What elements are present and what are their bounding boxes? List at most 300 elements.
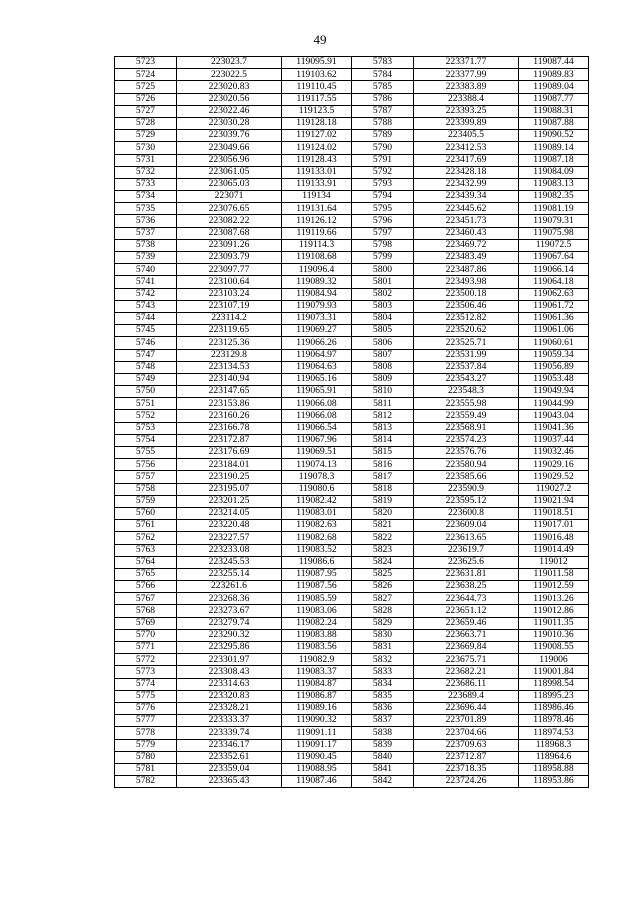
y-coordinate-left-cell: 119127.02 — [282, 130, 352, 142]
y-coordinate-left-cell: 119088.95 — [282, 763, 352, 775]
x-coordinate-right-cell: 223469.72 — [414, 239, 519, 251]
point-number-right-cell: 5831 — [352, 642, 414, 654]
point-number-right-cell: 5834 — [352, 678, 414, 690]
point-number-left-cell: 5763 — [115, 544, 177, 556]
x-coordinate-right-cell: 223537.84 — [414, 361, 519, 373]
table-row — [115, 69, 589, 81]
y-coordinate-left-cell: 119074.13 — [282, 459, 352, 471]
y-coordinate-right-cell: 119018.51 — [519, 507, 589, 519]
y-coordinate-right-cell: 119087.44 — [519, 57, 589, 69]
x-coordinate-right-cell: 223388.4 — [414, 93, 519, 105]
table-row — [115, 471, 589, 483]
y-coordinate-right-cell: 119087.18 — [519, 154, 589, 166]
y-coordinate-left-cell: 119069.27 — [282, 325, 352, 337]
x-coordinate-right-cell: 223638.25 — [414, 581, 519, 593]
point-number-left-cell: 5779 — [115, 739, 177, 751]
x-coordinate-left-cell: 223097.77 — [177, 264, 282, 276]
point-number-right-cell: 5802 — [352, 288, 414, 300]
x-coordinate-left-cell: 223314.63 — [177, 678, 282, 690]
point-number-right-cell: 5811 — [352, 398, 414, 410]
table-row — [115, 252, 589, 264]
x-coordinate-right-cell: 223439.34 — [414, 191, 519, 203]
point-number-left-cell: 5753 — [115, 422, 177, 434]
point-number-left-cell: 5782 — [115, 776, 177, 788]
point-number-left-cell: 5756 — [115, 459, 177, 471]
y-coordinate-right-cell: 119067.64 — [519, 252, 589, 264]
point-number-left-cell: 5732 — [115, 166, 177, 178]
y-coordinate-right-cell: 119016.48 — [519, 532, 589, 544]
table-row — [115, 666, 589, 678]
y-coordinate-right-cell: 119089.04 — [519, 81, 589, 93]
y-coordinate-right-cell: 119008.55 — [519, 642, 589, 654]
point-number-left-cell: 5725 — [115, 81, 177, 93]
y-coordinate-left-cell: 119114.3 — [282, 239, 352, 251]
point-number-left-cell: 5762 — [115, 532, 177, 544]
point-number-left-cell: 5759 — [115, 495, 177, 507]
x-coordinate-left-cell: 223125.36 — [177, 337, 282, 349]
point-number-left-cell: 5768 — [115, 605, 177, 617]
table-row — [115, 642, 589, 654]
table-row — [115, 434, 589, 446]
y-coordinate-left-cell: 119080.6 — [282, 483, 352, 495]
y-coordinate-left-cell: 119082.42 — [282, 495, 352, 507]
x-coordinate-left-cell: 223184.01 — [177, 459, 282, 471]
x-coordinate-right-cell: 223555.98 — [414, 398, 519, 410]
point-number-left-cell: 5769 — [115, 617, 177, 629]
x-coordinate-left-cell: 223255.14 — [177, 568, 282, 580]
y-coordinate-right-cell: 119053.48 — [519, 373, 589, 385]
x-coordinate-left-cell: 223071 — [177, 191, 282, 203]
x-coordinate-right-cell: 223559.49 — [414, 410, 519, 422]
x-coordinate-right-cell: 223417.69 — [414, 154, 519, 166]
y-coordinate-left-cell: 119082.9 — [282, 654, 352, 666]
x-coordinate-right-cell: 223682.21 — [414, 666, 519, 678]
y-coordinate-right-cell: 119027.2 — [519, 483, 589, 495]
x-coordinate-right-cell: 223487.86 — [414, 264, 519, 276]
table-row — [115, 398, 589, 410]
table-row — [115, 105, 589, 117]
y-coordinate-right-cell: 119088.31 — [519, 105, 589, 117]
y-coordinate-left-cell: 119083.37 — [282, 666, 352, 678]
point-number-left-cell: 5780 — [115, 751, 177, 763]
point-number-right-cell: 5801 — [352, 276, 414, 288]
y-coordinate-left-cell: 119079.93 — [282, 300, 352, 312]
point-number-right-cell: 5839 — [352, 739, 414, 751]
x-coordinate-right-cell: 223405.5 — [414, 130, 519, 142]
x-coordinate-right-cell: 223625.6 — [414, 556, 519, 568]
y-coordinate-left-cell: 119131.64 — [282, 203, 352, 215]
point-number-left-cell: 5746 — [115, 337, 177, 349]
x-coordinate-left-cell: 223114.2 — [177, 312, 282, 324]
y-coordinate-left-cell: 119084.94 — [282, 288, 352, 300]
x-coordinate-right-cell: 223585.66 — [414, 471, 519, 483]
y-coordinate-right-cell: 119056.89 — [519, 361, 589, 373]
x-coordinate-right-cell: 223506.46 — [414, 300, 519, 312]
y-coordinate-right-cell: 119043.04 — [519, 410, 589, 422]
point-number-left-cell: 5733 — [115, 178, 177, 190]
table-row — [115, 57, 589, 69]
y-coordinate-left-cell: 119091.17 — [282, 739, 352, 751]
table-row — [115, 605, 589, 617]
x-coordinate-right-cell: 223483.49 — [414, 252, 519, 264]
point-number-right-cell: 5841 — [352, 763, 414, 775]
x-coordinate-right-cell: 223651.12 — [414, 605, 519, 617]
x-coordinate-right-cell: 223493.98 — [414, 276, 519, 288]
table-row — [115, 154, 589, 166]
table-row — [115, 410, 589, 422]
x-coordinate-right-cell: 223377.99 — [414, 69, 519, 81]
table-row — [115, 227, 589, 239]
y-coordinate-right-cell: 119061.72 — [519, 300, 589, 312]
x-coordinate-left-cell: 223082.22 — [177, 215, 282, 227]
point-number-left-cell: 5757 — [115, 471, 177, 483]
y-coordinate-left-cell: 119108.68 — [282, 252, 352, 264]
y-coordinate-left-cell: 119083.06 — [282, 605, 352, 617]
x-coordinate-right-cell: 223531.99 — [414, 349, 519, 361]
point-number-right-cell: 5838 — [352, 727, 414, 739]
point-number-right-cell: 5830 — [352, 629, 414, 641]
point-number-left-cell: 5776 — [115, 702, 177, 714]
y-coordinate-right-cell: 119090.52 — [519, 130, 589, 142]
y-coordinate-right-cell: 119021.94 — [519, 495, 589, 507]
x-coordinate-right-cell: 223704.66 — [414, 727, 519, 739]
y-coordinate-left-cell: 119069.51 — [282, 447, 352, 459]
table-row — [115, 422, 589, 434]
y-coordinate-right-cell: 119089.83 — [519, 69, 589, 81]
y-coordinate-right-cell: 119011.58 — [519, 568, 589, 580]
point-number-right-cell: 5814 — [352, 434, 414, 446]
y-coordinate-left-cell: 119119.66 — [282, 227, 352, 239]
table-row — [115, 300, 589, 312]
x-coordinate-left-cell: 223049.66 — [177, 142, 282, 154]
x-coordinate-right-cell: 223669.84 — [414, 642, 519, 654]
y-coordinate-right-cell: 118998.54 — [519, 678, 589, 690]
y-coordinate-right-cell: 119012.86 — [519, 605, 589, 617]
point-number-left-cell: 5754 — [115, 434, 177, 446]
point-number-left-cell: 5772 — [115, 654, 177, 666]
x-coordinate-right-cell: 223580.94 — [414, 459, 519, 471]
x-coordinate-left-cell: 223320.83 — [177, 690, 282, 702]
point-number-left-cell: 5749 — [115, 373, 177, 385]
y-coordinate-right-cell: 119013.26 — [519, 593, 589, 605]
y-coordinate-left-cell: 119082.63 — [282, 520, 352, 532]
point-number-left-cell: 5767 — [115, 593, 177, 605]
table-row — [115, 166, 589, 178]
x-coordinate-left-cell: 223190.25 — [177, 471, 282, 483]
table-row — [115, 568, 589, 580]
x-coordinate-left-cell: 223295.86 — [177, 642, 282, 654]
x-coordinate-left-cell: 223076.65 — [177, 203, 282, 215]
table-row — [115, 325, 589, 337]
y-coordinate-left-cell: 119087.95 — [282, 568, 352, 580]
table-row — [115, 276, 589, 288]
x-coordinate-left-cell: 223227.57 — [177, 532, 282, 544]
x-coordinate-left-cell: 223107.19 — [177, 300, 282, 312]
x-coordinate-left-cell: 223093.79 — [177, 252, 282, 264]
y-coordinate-left-cell: 119089.16 — [282, 702, 352, 714]
x-coordinate-right-cell: 223568.91 — [414, 422, 519, 434]
point-number-left-cell: 5734 — [115, 191, 177, 203]
x-coordinate-right-cell: 223460.43 — [414, 227, 519, 239]
x-coordinate-left-cell: 223087.68 — [177, 227, 282, 239]
y-coordinate-left-cell: 119110.45 — [282, 81, 352, 93]
y-coordinate-right-cell: 119084.09 — [519, 166, 589, 178]
point-number-left-cell: 5724 — [115, 69, 177, 81]
point-number-left-cell: 5729 — [115, 130, 177, 142]
x-coordinate-right-cell: 223709.63 — [414, 739, 519, 751]
y-coordinate-right-cell: 118978.46 — [519, 715, 589, 727]
x-coordinate-right-cell: 223371.77 — [414, 57, 519, 69]
x-coordinate-left-cell: 223261.6 — [177, 581, 282, 593]
x-coordinate-left-cell: 223023.7 — [177, 57, 282, 69]
x-coordinate-right-cell: 223412.53 — [414, 142, 519, 154]
y-coordinate-right-cell: 118964.6 — [519, 751, 589, 763]
x-coordinate-left-cell: 223290.32 — [177, 629, 282, 641]
x-coordinate-right-cell: 223576.76 — [414, 447, 519, 459]
point-number-right-cell: 5813 — [352, 422, 414, 434]
y-coordinate-right-cell: 119041.36 — [519, 422, 589, 434]
x-coordinate-left-cell: 223030.28 — [177, 117, 282, 129]
y-coordinate-left-cell: 119083.56 — [282, 642, 352, 654]
point-number-right-cell: 5816 — [352, 459, 414, 471]
table-row — [115, 142, 589, 154]
table-row — [115, 593, 589, 605]
x-coordinate-left-cell: 223153.86 — [177, 398, 282, 410]
y-coordinate-left-cell: 119073.31 — [282, 312, 352, 324]
y-coordinate-right-cell: 119012.59 — [519, 581, 589, 593]
y-coordinate-left-cell: 119086.87 — [282, 690, 352, 702]
x-coordinate-left-cell: 223172.87 — [177, 434, 282, 446]
y-coordinate-right-cell: 119072.5 — [519, 239, 589, 251]
x-coordinate-left-cell: 223091.26 — [177, 239, 282, 251]
point-number-right-cell: 5783 — [352, 57, 414, 69]
page-number: 49 — [313, 32, 327, 47]
y-coordinate-left-cell: 119085.59 — [282, 593, 352, 605]
point-number-right-cell: 5794 — [352, 191, 414, 203]
x-coordinate-left-cell: 223056.96 — [177, 154, 282, 166]
table-row — [115, 215, 589, 227]
x-coordinate-left-cell: 223352.61 — [177, 751, 282, 763]
point-number-right-cell: 5807 — [352, 349, 414, 361]
x-coordinate-left-cell: 223279.74 — [177, 617, 282, 629]
y-coordinate-right-cell: 119064.18 — [519, 276, 589, 288]
point-number-left-cell: 5740 — [115, 264, 177, 276]
y-coordinate-left-cell: 119066.26 — [282, 337, 352, 349]
point-number-right-cell: 5791 — [352, 154, 414, 166]
point-number-right-cell: 5785 — [352, 81, 414, 93]
table-row — [115, 532, 589, 544]
point-number-right-cell: 5790 — [352, 142, 414, 154]
table-row — [115, 520, 589, 532]
table-row — [115, 507, 589, 519]
point-number-left-cell: 5752 — [115, 410, 177, 422]
table-row — [115, 702, 589, 714]
y-coordinate-left-cell: 119096.4 — [282, 264, 352, 276]
x-coordinate-right-cell: 223595.12 — [414, 495, 519, 507]
x-coordinate-left-cell: 223147.65 — [177, 386, 282, 398]
x-coordinate-right-cell: 223451.73 — [414, 215, 519, 227]
table-row — [115, 654, 589, 666]
y-coordinate-right-cell: 118953.86 — [519, 776, 589, 788]
table-row — [115, 93, 589, 105]
y-coordinate-right-cell: 119044.99 — [519, 398, 589, 410]
point-number-left-cell: 5730 — [115, 142, 177, 154]
y-coordinate-left-cell: 119124.02 — [282, 142, 352, 154]
y-coordinate-left-cell: 119083.88 — [282, 629, 352, 641]
point-number-right-cell: 5800 — [352, 264, 414, 276]
y-coordinate-right-cell: 119011.35 — [519, 617, 589, 629]
x-coordinate-left-cell: 223061.05 — [177, 166, 282, 178]
x-coordinate-left-cell: 223301.97 — [177, 654, 282, 666]
point-number-left-cell: 5736 — [115, 215, 177, 227]
x-coordinate-left-cell: 223065.03 — [177, 178, 282, 190]
table-row — [115, 715, 589, 727]
point-number-right-cell: 5812 — [352, 410, 414, 422]
x-coordinate-right-cell: 223613.65 — [414, 532, 519, 544]
x-coordinate-right-cell: 223393.25 — [414, 105, 519, 117]
point-number-left-cell: 5770 — [115, 629, 177, 641]
table-row — [115, 727, 589, 739]
point-number-left-cell: 5743 — [115, 300, 177, 312]
point-number-right-cell: 5786 — [352, 93, 414, 105]
point-number-right-cell: 5787 — [352, 105, 414, 117]
table-row — [115, 556, 589, 568]
table-row — [115, 581, 589, 593]
y-coordinate-right-cell: 119029.52 — [519, 471, 589, 483]
y-coordinate-right-cell: 119032.46 — [519, 447, 589, 459]
y-coordinate-left-cell: 119090.45 — [282, 751, 352, 763]
y-coordinate-left-cell: 119090.32 — [282, 715, 352, 727]
table-row — [115, 751, 589, 763]
y-coordinate-right-cell: 119012 — [519, 556, 589, 568]
point-number-right-cell: 5789 — [352, 130, 414, 142]
y-coordinate-left-cell: 119133.01 — [282, 166, 352, 178]
y-coordinate-right-cell: 118986.46 — [519, 702, 589, 714]
y-coordinate-right-cell: 119006 — [519, 654, 589, 666]
x-coordinate-left-cell: 223129.8 — [177, 349, 282, 361]
point-number-right-cell: 5832 — [352, 654, 414, 666]
x-coordinate-left-cell: 223103.24 — [177, 288, 282, 300]
table-row — [115, 288, 589, 300]
table-row — [115, 312, 589, 324]
x-coordinate-left-cell: 223100.64 — [177, 276, 282, 288]
table-row — [115, 544, 589, 556]
point-number-left-cell: 5781 — [115, 763, 177, 775]
table-row — [115, 617, 589, 629]
x-coordinate-right-cell: 223701.89 — [414, 715, 519, 727]
point-number-right-cell: 5829 — [352, 617, 414, 629]
y-coordinate-left-cell: 119086.6 — [282, 556, 352, 568]
x-coordinate-right-cell: 223445.62 — [414, 203, 519, 215]
y-coordinate-right-cell: 119017.01 — [519, 520, 589, 532]
point-number-left-cell: 5755 — [115, 447, 177, 459]
point-number-right-cell: 5804 — [352, 312, 414, 324]
point-number-left-cell: 5748 — [115, 361, 177, 373]
x-coordinate-left-cell: 223359.04 — [177, 763, 282, 775]
point-number-left-cell: 5723 — [115, 57, 177, 69]
point-number-right-cell: 5824 — [352, 556, 414, 568]
y-coordinate-left-cell: 119087.56 — [282, 581, 352, 593]
table-row — [115, 776, 589, 788]
x-coordinate-right-cell: 223574.23 — [414, 434, 519, 446]
point-number-right-cell: 5796 — [352, 215, 414, 227]
y-coordinate-left-cell: 119134 — [282, 191, 352, 203]
x-coordinate-left-cell: 223214.05 — [177, 507, 282, 519]
x-coordinate-right-cell: 223525.71 — [414, 337, 519, 349]
y-coordinate-left-cell: 119084.87 — [282, 678, 352, 690]
point-number-left-cell: 5778 — [115, 727, 177, 739]
x-coordinate-left-cell: 223268.36 — [177, 593, 282, 605]
point-number-right-cell: 5798 — [352, 239, 414, 251]
table-row — [115, 483, 589, 495]
x-coordinate-left-cell: 223195.07 — [177, 483, 282, 495]
x-coordinate-left-cell: 223273.67 — [177, 605, 282, 617]
x-coordinate-left-cell: 223339.74 — [177, 727, 282, 739]
y-coordinate-left-cell: 119066.08 — [282, 410, 352, 422]
point-number-right-cell: 5828 — [352, 605, 414, 617]
y-coordinate-right-cell: 118968.3 — [519, 739, 589, 751]
x-coordinate-right-cell: 223500.18 — [414, 288, 519, 300]
table-row — [115, 81, 589, 93]
x-coordinate-right-cell: 223689.4 — [414, 690, 519, 702]
point-number-right-cell: 5821 — [352, 520, 414, 532]
x-coordinate-right-cell: 223590.9 — [414, 483, 519, 495]
point-number-right-cell: 5810 — [352, 386, 414, 398]
table-row — [115, 361, 589, 373]
point-number-left-cell: 5771 — [115, 642, 177, 654]
table-row — [115, 191, 589, 203]
x-coordinate-left-cell: 223166.78 — [177, 422, 282, 434]
x-coordinate-right-cell: 223383.89 — [414, 81, 519, 93]
point-number-left-cell: 5774 — [115, 678, 177, 690]
point-number-left-cell: 5764 — [115, 556, 177, 568]
table-row — [115, 239, 589, 251]
x-coordinate-left-cell: 223308.43 — [177, 666, 282, 678]
point-number-right-cell: 5805 — [352, 325, 414, 337]
y-coordinate-right-cell: 119079.31 — [519, 215, 589, 227]
y-coordinate-left-cell: 119117.55 — [282, 93, 352, 105]
point-number-left-cell: 5735 — [115, 203, 177, 215]
y-coordinate-right-cell: 119066.14 — [519, 264, 589, 276]
y-coordinate-right-cell: 119029.16 — [519, 459, 589, 471]
y-coordinate-right-cell: 118958.88 — [519, 763, 589, 775]
y-coordinate-left-cell: 119066.08 — [282, 398, 352, 410]
x-coordinate-right-cell: 223520.62 — [414, 325, 519, 337]
y-coordinate-left-cell: 119067.96 — [282, 434, 352, 446]
point-number-left-cell: 5777 — [115, 715, 177, 727]
y-coordinate-left-cell: 119095.91 — [282, 57, 352, 69]
y-coordinate-left-cell: 119128.18 — [282, 117, 352, 129]
point-number-left-cell: 5745 — [115, 325, 177, 337]
x-coordinate-right-cell: 223428.18 — [414, 166, 519, 178]
x-coordinate-right-cell: 223609.04 — [414, 520, 519, 532]
point-number-left-cell: 5738 — [115, 239, 177, 251]
table-row — [115, 373, 589, 385]
point-number-left-cell: 5727 — [115, 105, 177, 117]
table-row — [115, 459, 589, 471]
point-number-right-cell: 5842 — [352, 776, 414, 788]
table-row — [115, 629, 589, 641]
table-row — [115, 763, 589, 775]
y-coordinate-right-cell: 119082.35 — [519, 191, 589, 203]
y-coordinate-right-cell: 119060.61 — [519, 337, 589, 349]
point-number-right-cell: 5827 — [352, 593, 414, 605]
point-number-right-cell: 5815 — [352, 447, 414, 459]
point-number-left-cell: 5751 — [115, 398, 177, 410]
point-number-left-cell: 5726 — [115, 93, 177, 105]
y-coordinate-left-cell: 119083.01 — [282, 507, 352, 519]
point-number-left-cell: 5739 — [115, 252, 177, 264]
